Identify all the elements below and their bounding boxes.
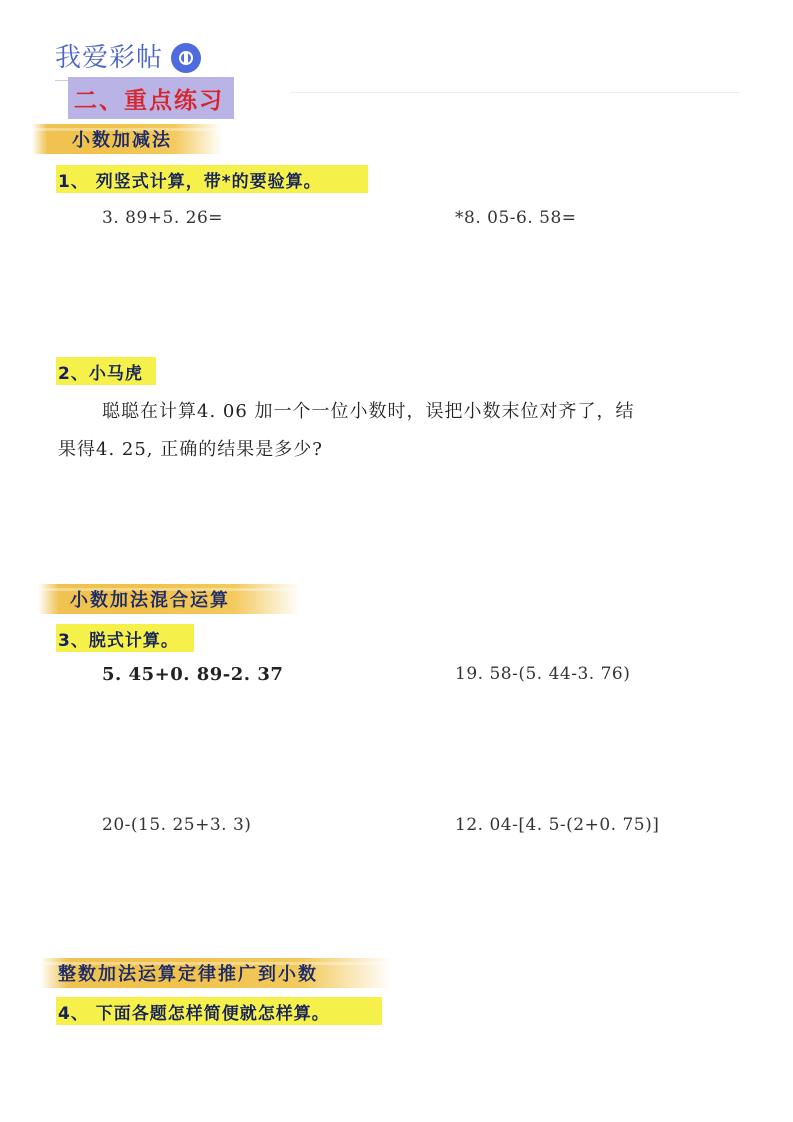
q1-expression-2: *8. 05-6. 58= <box>455 208 577 228</box>
q3-expression-4: 12. 04-[4. 5-(2+0. 75)] <box>455 815 660 835</box>
q3-expression-1: 5. 45+0. 89-2. 37 <box>102 664 284 685</box>
logo-badge-icon <box>171 43 201 73</box>
banner-decimal-mixed <box>38 584 300 614</box>
question-4-header: 4、 下面各题怎样简便就怎样算。 <box>56 997 382 1025</box>
q2-text-line-2: 果得4. 25, 正确的结果是多少? <box>58 439 323 460</box>
question-2-header: 2、小马虎 <box>56 357 156 385</box>
logo-text: 我爱彩帖 <box>55 43 164 73</box>
question-1-header: 1、 列竖式计算，带*的要验算。 <box>56 165 368 193</box>
banner-label: 小数加法混合运算 <box>70 590 230 611</box>
banner-label: 小数加减法 <box>72 130 172 151</box>
divider <box>290 92 740 93</box>
banner-label: 整数加法运算定律推广到小数 <box>58 964 318 985</box>
banner-decimal-add-sub <box>32 124 222 154</box>
q1-expression-1: 3. 89+5. 26= <box>102 208 223 228</box>
section-title-text: 二、重点练习 <box>74 87 224 114</box>
q2-text-line-1: 聪聪在计算4. 06 加一个一位小数时，误把小数末位对齐了，结 <box>102 401 635 422</box>
banner-law-extension <box>40 958 392 988</box>
q3-expression-2: 19. 58-(5. 44-3. 76) <box>455 664 631 684</box>
section-title <box>68 77 234 119</box>
logo <box>55 38 201 78</box>
question-3-header: 3、脱式计算。 <box>56 624 194 652</box>
q3-expression-3: 20-(15. 25+3. 3) <box>102 815 252 835</box>
